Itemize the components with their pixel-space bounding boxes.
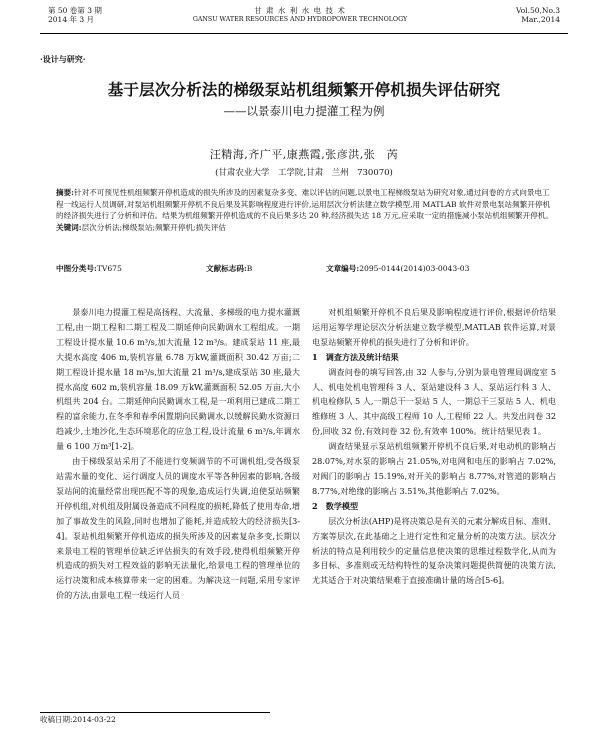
clc-field: [56, 263, 206, 274]
abstract-text: 针对不可预见性机组频繁开停机造成的损失所涉及的因素复杂多变、难以评估的问题,以景电工程梯级泵站为研究对象,通过问卷的方式向景电工程一线运行人员调研,对泵站机组频繁开停机不良后果及其影响程度进行评价,运用层次分析法建立数学模型,用 MATLAB 软件对景电泵站频繁开停机的经济损失进行了分析和评估。结果为机组频繁开停机造成的不良后果多达 20 种,经济损失达 18 万元,应采取一定的措施减小泵站机组频繁开停机。: [56, 188, 554, 220]
body-paragraph: 层次分析法(AHP)是将决策总是有关的元素分解成目标、准则、方案等层次,在此基础之上进行定性和定量分析的决策方法。层次分析法的特点是利用较少的定量信息使决策的思维过程数学化,从而为多目标、多准则或无结构特性的复杂决策问题提供简便的决策方法,尤其适合于对决策结果难于直接准确计量的场合[5-6]。: [312, 515, 556, 586]
body-paragraph: 调查结果显示泵站机组频繁开停机不良后果,对电动机的影响占 28.07%,对水泵的影响占 21.05%,对电网和电压的影响占 7.02%,对阀门的影响占 15.19%,对开关的影响占 8.77%,对管道的影响占 8.77%,对绝缘的影响占 3.51%,其他影响占 7.02%。: [312, 441, 556, 496]
doc-code-label: 文献标志码:: [206, 264, 247, 273]
issue-date-en: Mar.,2014: [521, 15, 560, 24]
abstract-label: 摘要:: [56, 188, 74, 197]
abstract: [56, 187, 556, 233]
doc-code-field: [206, 263, 326, 274]
body-paragraph: 调查问卷的填写回答,由 32 人参与,分别为景电管理局调度室 5 人、机电处机电管理科 3 人、泵站建设科 3 人、泵站运行科 3 人、机电检修队 5 人,一期总干一泵站 5 人、一期总干三泵站 5 人、机电维修班 3 人、其中高级工程师 10 人,工程师 22 人。共发出问卷 32 份,回收 32 份,有效问卷 32 份,有效率 100%。统计结果见表 1。: [312, 366, 556, 437]
article-no-field: [326, 263, 469, 274]
keywords-block: [56, 222, 556, 234]
classification-row: [56, 263, 556, 274]
journal-name-cn: 甘 肃 水 利 水 电 技 术: [254, 6, 346, 15]
journal-name: [180, 6, 420, 24]
section-tag: ·设计与研究·: [40, 54, 86, 64]
journal-volume-issue: [48, 6, 102, 24]
author-list: 汪精海,齐广平,康燕霞,张彦洪,张 芮: [209, 148, 399, 161]
received-date: 收稿日期:2014-03-22: [40, 715, 116, 724]
article-no-value: 2095-0144(2014)03-0043-03: [359, 264, 470, 273]
author-affiliation: (甘肃农业大学 工学院,甘肃 兰州 730070): [215, 168, 393, 178]
doc-code-value: B: [246, 264, 253, 273]
clc-value: TV675: [96, 264, 122, 273]
issue-date: 2014 年 3 月: [48, 15, 95, 24]
keywords-text: 层次分析法;梯级泵站;频繁开停机;损失评估: [81, 222, 226, 232]
body-column-right: [312, 305, 556, 588]
paper-subtitle: ——以景泰川电力提灌工程为例: [223, 104, 385, 118]
keywords-label: 关键词:: [56, 222, 82, 232]
body-paragraph: 由于梯级泵站采用了不能进行变频调节的不可调机组,受各级泵站需水量的变化、运行调度人员的调度水平等各种因素的影响,各级泵站间的流量经常出现匹配不等的现象,造成运行失调,迫使泵站频繁开停机组,对机组及附属设备造成不同程度的损耗,降低了使用寿命,增加了事故发生的风险,同时也增加了能耗,并造成较大的经济损失[3-4]。泵站机组频繁开停机造成的损失所涉及的因素复杂多变,长期以来景电工程的管理单位缺乏评估损失的有效手段,使得机组频繁开停机造成的损失对工程效益的影响无法量化,给景电工程的管理单位的运行决策和成本核算带来一定的困难。为解决这一问题,采用专家评价的方法,由景电工程一线运行人员: [56, 456, 300, 601]
journal-volume-issue-en: [516, 6, 560, 24]
journal-name-en: GANSU WATER RESOURCES AND HYDROPOWER TECHNOLOGY: [192, 16, 408, 23]
section-heading: 1 调查方法及统计结果: [312, 351, 399, 362]
article-no-label: 文章编号:: [326, 264, 360, 273]
footnote-rule: [40, 712, 270, 713]
section-heading: 2 数学模型: [312, 500, 359, 511]
volume-issue-en: Vol.50,No.3: [515, 6, 560, 15]
abstract-block: [56, 187, 556, 222]
volume-issue: 第 50 卷第 3 期: [48, 6, 102, 15]
body-paragraph: 对机组频繁开停机不良后果及影响程度进行评价,根据评价结果运用运筹学理论层次分析法建立数学模型,MATLAB 软件运算,对景电泵站频繁开停机的损失进行了分析和评价。: [312, 307, 556, 347]
body-column-left: [56, 305, 300, 603]
clc-label: 中图分类号:: [56, 264, 97, 273]
paper-title: 基于层次分析法的梯级泵站机组频繁开停机损失评估研究: [107, 80, 501, 99]
header-rule: [40, 33, 568, 34]
body-paragraph: 景泰川电力提灌工程是高扬程、大流量、多梯级的电力提水灌溉工程,由一期工程和二期工程及二期延伸向民勤调水工程组成。一期工程设计提水量 10.6 m³/s,加大流量 12 m³/s。建成泵站 11 座,最大提水高度 406 m,装机容量 6.78 万kW,灌溉面积 30.42 万亩;二期工程设计提水量 18 m³/s,加大流量 21 m³/s,建成泵站 30 座,最大提水高度 602 m,装机容量 18.09 万kW,灌溉面积 52.05 万亩,大小机组共 204 台。二期延伸向民勤调水工程,是一项利用已建成二期工程的富余能力,在冬季和春季闲置期向民勤调水,以缓解民勤水资源日趋减少,土地沙化,生态环境恶化的应急工程,设计流量 6 m³/s,年调水量 6 100 万m³[1-2]。: [56, 307, 300, 452]
